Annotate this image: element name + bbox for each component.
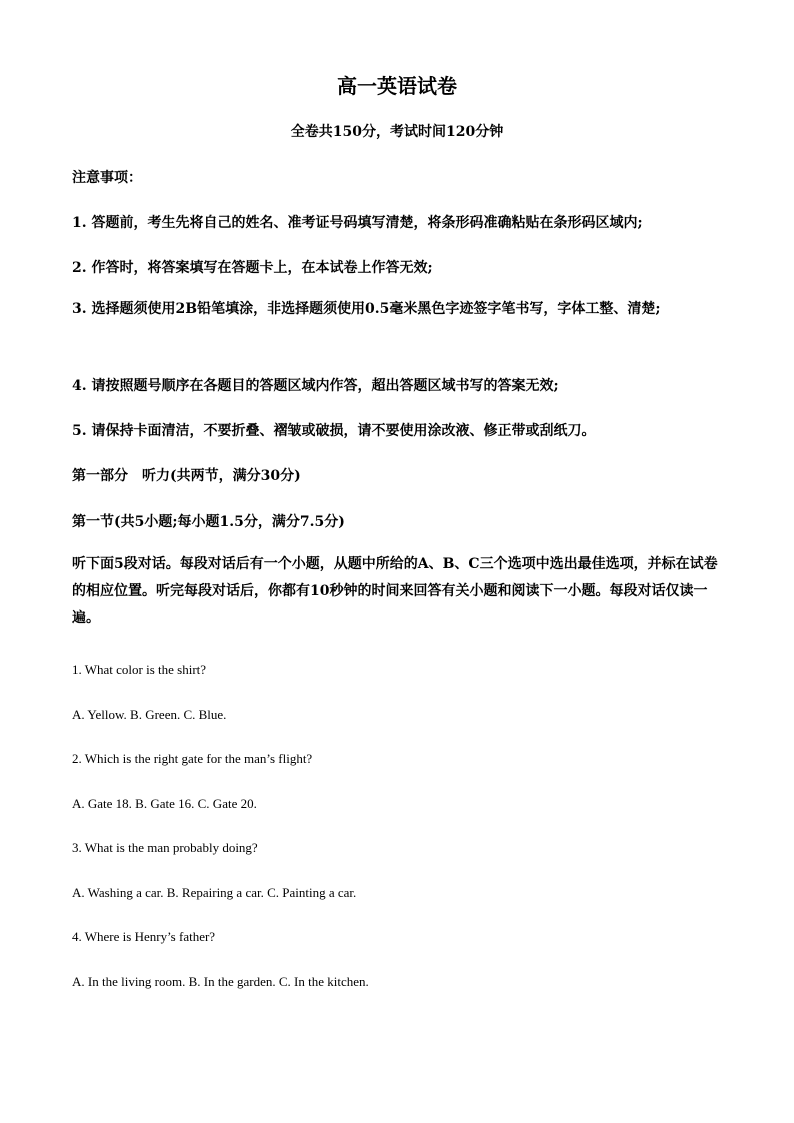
question-3: 3. What is the man probably doing?: [72, 840, 258, 855]
notice-heading: 注意事项：: [72, 170, 142, 186]
question-1: 1. What color is the shirt?: [72, 662, 207, 677]
question-4-options: A. In the living room. B. In the garden. C. In the kitchen.: [72, 974, 369, 989]
listening-instructions: 听下面5段对话。每段对话后有一个小题，从题中所给的A、B、C三个选项中选出最佳选项，并标在试卷的相应位置。听完每段对话后，你都有10秒钟的时间来回答有关小题和阅读下一小题。每段对话仅读一遍。: [72, 556, 718, 626]
section-heading: 第一节(共5小题;每小题1.5分，满分7.5分): [72, 514, 345, 530]
part-heading: 第一部分 听力(共两节，满分30分): [72, 468, 301, 484]
notice-item-3: 3. 选择题须使用2B铅笔填涂，非选择题须使用0.5毫米黑色字迹签字笔书写，字体工整、清楚;: [72, 301, 661, 317]
question-2: 2. Which is the right gate for the man’s flight?: [72, 751, 313, 766]
notice-item-2: 2. 作答时，将答案填写在答题卡上，在本试卷上作答无效;: [72, 260, 433, 276]
notice-item-1: 1. 答题前，考生先将自己的姓名、准考证号码填写清楚，将条形码准确粘贴在条形码区域内;: [72, 215, 643, 231]
exam-subtitle: 全卷共150分，考试时间120分钟: [290, 124, 504, 140]
question-2-options: A. Gate 18. B. Gate 16. C. Gate 20.: [72, 796, 257, 811]
question-1-options: A. Yellow. B. Green. C. Blue.: [72, 707, 227, 722]
notice-item-4: 4. 请按照题号顺序在各题目的答题区域内作答，超出答题区域书写的答案无效;: [72, 378, 559, 394]
question-3-options: A. Washing a car. B. Repairing a car. C. Painting a car.: [72, 885, 357, 900]
notice-item-5: 5. 请保持卡面清洁，不要折叠、褶皱或破损，请不要使用涂改液、修正带或刮纸刀。: [72, 423, 596, 439]
exam-title: 高一英语试卷: [337, 74, 457, 98]
question-4: 4. Where is Henry’s father?: [72, 929, 216, 944]
